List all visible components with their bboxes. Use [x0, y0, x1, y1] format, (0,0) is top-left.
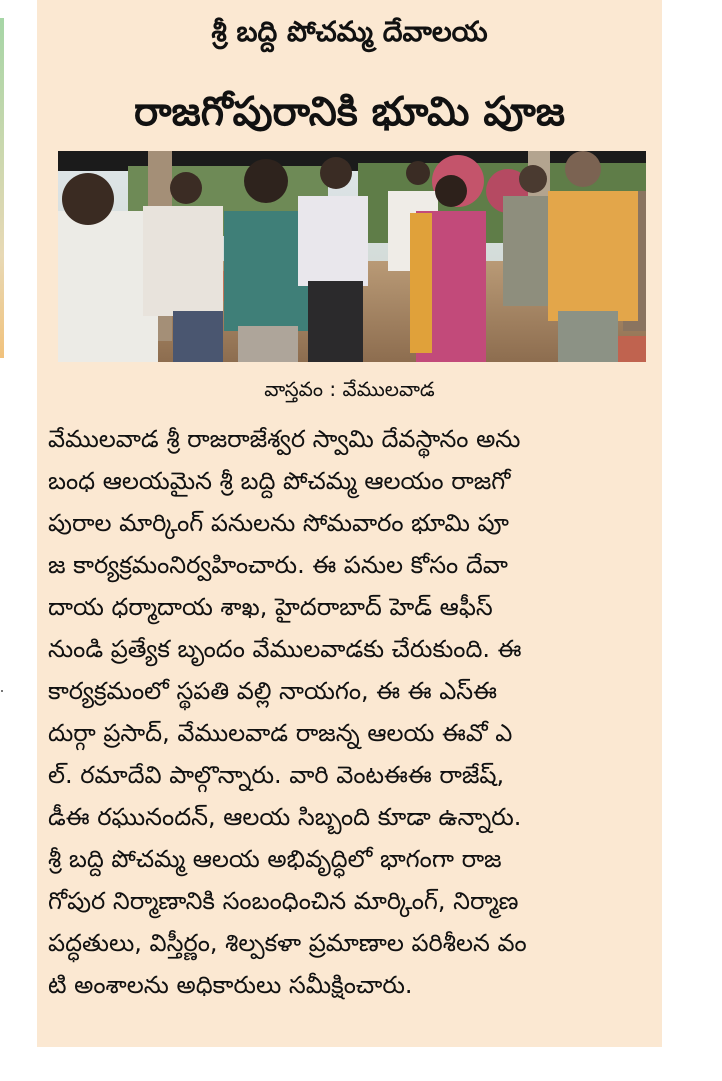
article-kicker: శ్రీ బద్ది పోచమ్మ దేవాలయ [211, 15, 488, 48]
photo-illustration [58, 151, 646, 362]
body-line: గోపుర నిర్మాణానికి సంబంధించిన మార్కింగ్, నిర్మాణ [48, 887, 519, 915]
body-line: ల్. రమాదేవి పాల్గొన్నారు. వారి వెంటఈఈ రాజేష్, [48, 761, 505, 789]
body-line: కార్యక్రమంలో స్థపతి వల్లి నాయగం, ఈ ఈ ఎస్ఈ [48, 677, 497, 705]
adjacent-clipping-edge [0, 0, 4, 1081]
body-line: జ కార్యక్రమంనిర్వహించారు. ఈ పనుల కోసం దేవా [48, 551, 508, 579]
newspaper-clipping [37, 0, 662, 1047]
adjacent-clipping-mark [1, 690, 3, 692]
article-body [48, 418, 653, 1006]
body-line: బంధ ఆలయమైన శ్రీ బద్ది పోచమ్మ ఆలయం రాజగో [48, 467, 511, 495]
adjacent-clipping-color-strip [0, 18, 4, 358]
body-line: డీఈ రఘునందన్, ఆలయ సిబ్బంది కూడా ఉన్నారు. [48, 803, 522, 831]
body-line: పురాల మార్కింగ్ పనులను సోమవారం భూమి పూ [48, 509, 509, 537]
body-line: వేములవాడ శ్రీ రాజరాజేశ్వర స్వామి దేవస్థానం అను [48, 425, 521, 453]
article-headline: రాజగోపురానికి భూమి పూజ [134, 89, 565, 135]
body-line: నుండి ప్రత్యేక బృందం వేములవాడకు చేరుకుంది. ఈ [48, 635, 522, 663]
body-line: శ్రీ బద్ది పోచమ్మ ఆలయ అభివృద్ధిలో భాగంగా రాజ [48, 845, 502, 873]
article-dateline: వాస్తవం : వేములవాడ [264, 377, 435, 401]
body-line: దాయ ధర్మాదాయ శాఖ, హైదరాబాద్ హెడ్ ఆఫీస్ [48, 593, 493, 621]
body-line: పద్ధతులు, విస్తీర్ణం, శిల్పకళా ప్రమాణాల పరిశీలన వం [48, 929, 527, 957]
body-line: టి అంశాలను అధికారులు సమీక్షించారు. [48, 971, 413, 999]
body-line: దుర్గా ప్రసాద్, వేములవాడ రాజన్న ఆలయ ఈవో ఎ [48, 719, 513, 747]
article-photo [58, 151, 646, 362]
